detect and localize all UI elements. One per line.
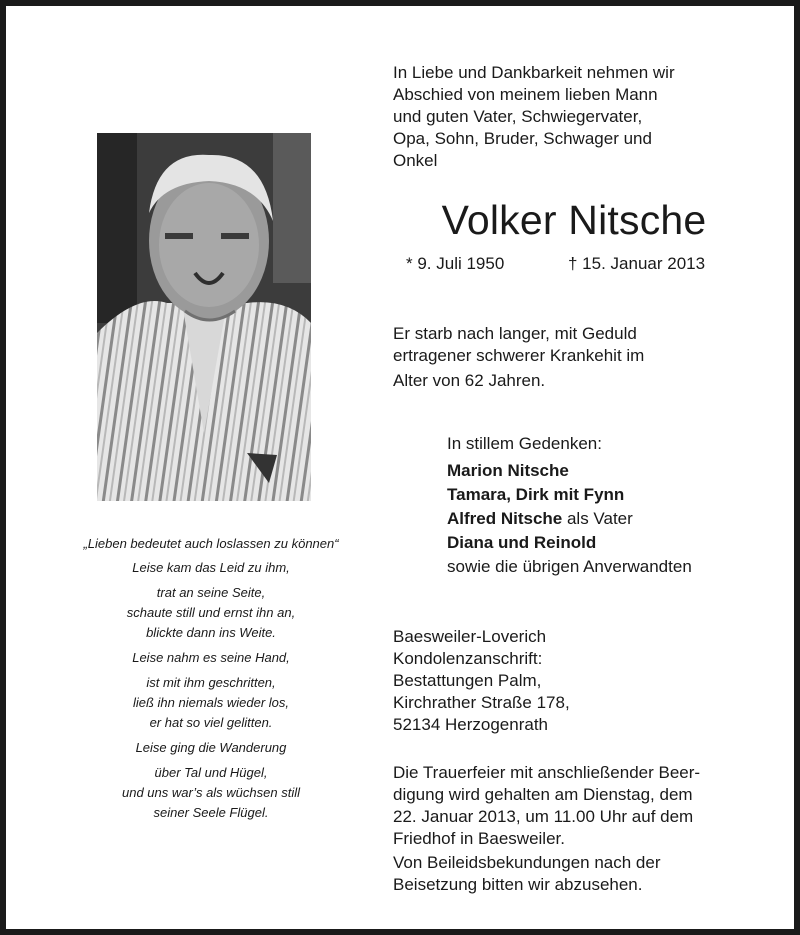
- poem-stanza: [36, 648, 386, 668]
- mourner-name: Diana und Reinold: [447, 533, 597, 552]
- condolence-line: Von Beileidsbekundungen nach der: [393, 853, 661, 872]
- intro-line: Opa, Sohn, Bruder, Schwager und: [393, 129, 652, 148]
- ceremony-line: Friedhof in Baesweiler.: [393, 829, 565, 848]
- address-line: 52134 Herzogenrath: [393, 715, 549, 734]
- portrait-photo: [97, 133, 311, 501]
- poem-line: ließ ihn niemals wieder los,: [132, 695, 290, 710]
- poem-title: „Lieben bedeutet auch loslassen zu können“: [83, 536, 339, 551]
- address-line: Kondolenzanschrift:: [393, 649, 543, 668]
- poem-line: Leise kam das Leid zu ihm,: [132, 560, 290, 575]
- mourner-entry: [447, 507, 767, 531]
- poem-stanza: [36, 763, 386, 823]
- address-line: Kirchrather Straße 178,: [393, 693, 570, 712]
- address-line: Bestattungen Palm,: [393, 671, 542, 690]
- mourner-name: Tamara, Dirk mit Fynn: [447, 485, 625, 504]
- intro-text: [393, 62, 755, 150]
- address-line: Baesweiler-Loverich: [393, 627, 547, 646]
- poem-line: blickte dann ins Weite.: [146, 625, 276, 640]
- death-line: Alter von 62 Jahren.: [393, 371, 546, 390]
- poem-line: er hat so viel gelitten.: [149, 715, 273, 730]
- ceremony-line: 22. Januar 2013, um 11.00 Uhr auf dem: [393, 807, 694, 826]
- birth-date: * 9. Juli 1950: [406, 254, 505, 273]
- poem-line: Leise ging die Wanderung: [135, 740, 287, 755]
- mourner-entry: [447, 531, 767, 555]
- poem-line: über Tal und Hügel,: [154, 765, 268, 780]
- deceased-name: Volker Nitsche: [441, 197, 707, 243]
- death-line: Er starb nach langer, mit Geduld: [393, 324, 637, 343]
- condolence-address: [393, 626, 755, 736]
- poem-stanza: [36, 673, 386, 733]
- death-line: ertragener schwerer Krankehit im: [393, 346, 645, 365]
- poem-line: trat an seine Seite,: [156, 585, 266, 600]
- mourner-name: Alfred Nitsche: [447, 509, 563, 528]
- death-date: † 15. Januar 2013: [568, 254, 706, 273]
- condolence-line: Beisetzung bitten wir abzusehen.: [393, 875, 643, 894]
- mourner-entry: [447, 459, 767, 483]
- mourners-lead: In stillem Gedenken:: [447, 434, 602, 453]
- poem-line: schaute still und ernst ihn an,: [126, 605, 296, 620]
- intro-line: Abschied von meinem lieben Mann: [393, 85, 658, 104]
- condolence-text: [393, 852, 755, 874]
- poem-stanza: [36, 738, 386, 758]
- intro-line: In Liebe und Dankbarkeit nehmen wir: [393, 63, 675, 82]
- ceremony-line: digung wird gehalten am Dienstag, dem: [393, 785, 693, 804]
- poem-stanza: [36, 583, 386, 643]
- ceremony-line: Die Trauerfeier mit anschließender Beer-: [393, 763, 701, 782]
- mourners-list: [447, 432, 767, 579]
- poem-line: Leise nahm es seine Hand,: [132, 650, 290, 665]
- poem-line: ist mit ihm geschritten,: [146, 675, 276, 690]
- poem-stanza: [36, 558, 386, 578]
- poem: [36, 534, 386, 823]
- intro-line: Onkel: [393, 151, 438, 170]
- poem-line: seiner Seele Flügel.: [153, 805, 269, 820]
- death-text: [393, 323, 755, 367]
- poem-line: und uns war’s als wüchsen still: [122, 785, 300, 800]
- mourner-relation: als Vater: [562, 509, 633, 528]
- mourners-closing: sowie die übrigen Anverwandten: [447, 557, 692, 576]
- intro-line: und guten Vater, Schwiegervater,: [393, 107, 643, 126]
- mourner-entry: [447, 483, 767, 507]
- ceremony-text: [393, 762, 755, 828]
- mourner-name: Marion Nitsche: [447, 461, 569, 480]
